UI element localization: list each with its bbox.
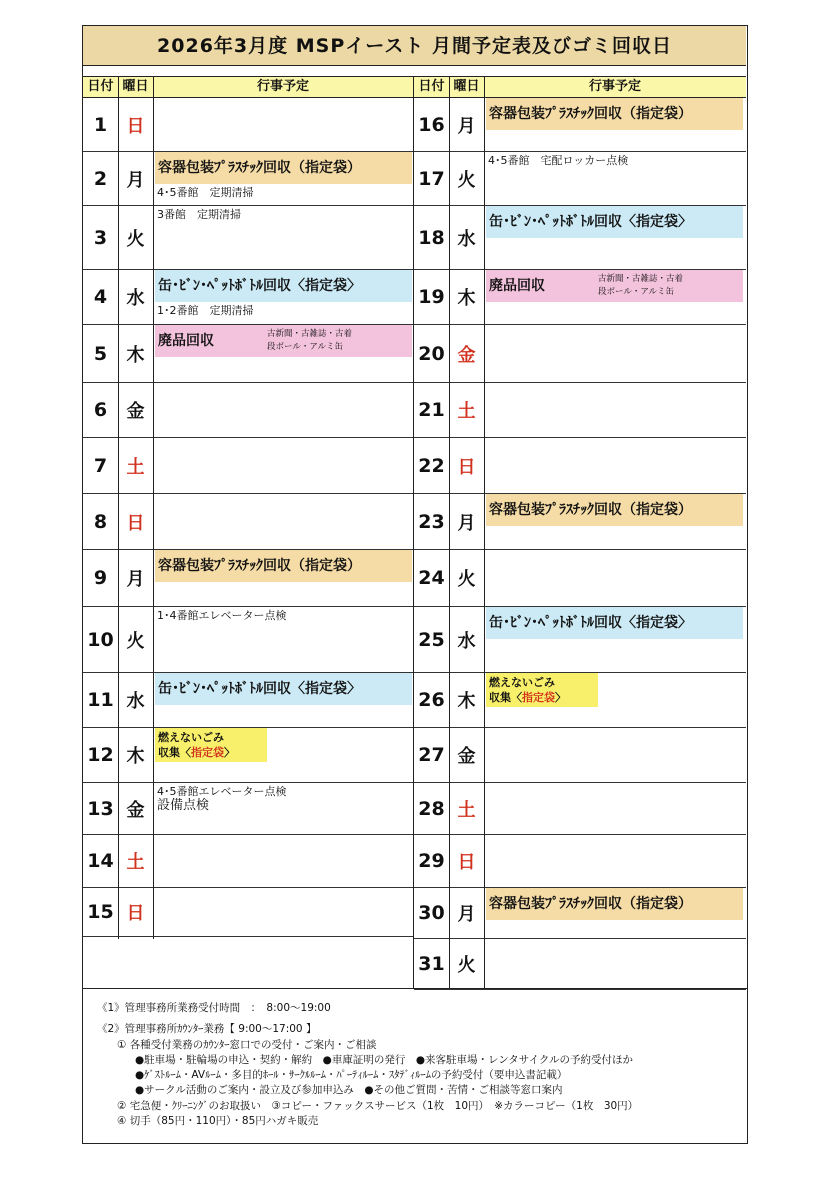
event-cell: [485, 98, 746, 151]
title-spacer-row: [83, 66, 746, 77]
day-row: [414, 939, 746, 990]
day-row: [83, 607, 413, 673]
header-weekday-right: 曜日: [449, 77, 484, 98]
header-date-right: 日付: [414, 77, 449, 98]
day-row: [83, 270, 413, 325]
weekday-label: 木: [126, 344, 145, 366]
day-row: [83, 494, 413, 550]
footer-line: ② 宅急便・ｸﾘｰﾆﾝｸﾞのお取扱い ③コピー・ファックスサービス（1枚 10円） ※カラーコピー（1枚 30円）: [117, 1100, 639, 1112]
weekday-label: 土: [126, 456, 145, 478]
weekday-label: 水: [457, 630, 476, 652]
day-number: 8: [93, 510, 108, 533]
day-number: 16: [418, 113, 445, 136]
weekday-label: 日: [126, 903, 145, 924]
day-number: 29: [418, 850, 445, 872]
footer-line: 《2》管理事務所ｶｳﾝﾀｰ業務【 9:00～17:00 】: [97, 1023, 317, 1035]
day-row: [83, 98, 413, 152]
band-text: 指定袋: [191, 746, 224, 759]
event-cell: [154, 835, 413, 887]
event-cell: [154, 673, 413, 727]
day-row: [414, 888, 746, 939]
day-row: [414, 152, 746, 206]
band-text: 容器包装ﾌﾟﾗｽﾁｯｸ回収（指定袋）: [158, 160, 361, 176]
weekday-label: 木: [457, 288, 476, 309]
event-cell: [485, 888, 746, 938]
day-number: 23: [418, 510, 445, 533]
event-cell: [485, 270, 746, 324]
band-text: 指定袋: [522, 691, 555, 704]
collection-band: [155, 728, 267, 762]
event-cell: [485, 673, 746, 727]
header-events-right: 行事予定: [484, 77, 746, 98]
day-number: 10: [87, 628, 114, 651]
event-cell: [154, 98, 413, 151]
band-small-line: 古新聞・古雑誌・古着: [598, 274, 684, 284]
weekday-label: 火: [457, 569, 476, 590]
day-row: [414, 728, 746, 783]
event-cell: [485, 383, 746, 437]
event-cell: [154, 728, 413, 782]
weekday-label: 金: [126, 799, 145, 821]
divider: [413, 77, 414, 988]
event-cell: [485, 550, 746, 606]
weekday-label: 水: [126, 691, 145, 712]
event-cell: [485, 206, 746, 269]
event-cell: [154, 494, 413, 549]
day-row: [414, 98, 746, 152]
event-cell: [485, 438, 746, 493]
day-number: 31: [418, 953, 445, 975]
band-small-line: 古新聞・古雑誌・古着: [267, 329, 353, 339]
collection-band: [155, 673, 412, 705]
band-text: 容器包装ﾌﾟﾗｽﾁｯｸ回収（指定袋）: [489, 896, 692, 912]
collection-band: [155, 325, 412, 357]
day-row: [414, 325, 746, 383]
day-number: 6: [93, 399, 108, 421]
day-number: 22: [418, 454, 445, 477]
event-cell: [154, 383, 413, 437]
collection-band: [486, 98, 743, 130]
footer-line: 《1》管理事務所業務受付時間 ： 8:00～19:00: [97, 1002, 331, 1014]
day-row: [83, 835, 413, 888]
day-row: [83, 383, 413, 438]
weekday-label: 火: [457, 955, 476, 976]
day-row: [83, 325, 413, 383]
day-row: [414, 783, 746, 835]
day-number: 19: [418, 286, 445, 308]
day-number: 4: [93, 286, 108, 308]
day-number: 21: [418, 399, 445, 421]
weekday-label: 土: [457, 401, 476, 422]
band-text: 〉: [224, 746, 235, 759]
event-note: 設備点検: [157, 798, 210, 813]
day-row: [414, 607, 746, 673]
weekday-label: 水: [457, 228, 476, 250]
event-cell: [485, 783, 746, 834]
header-date-left: 日付: [83, 77, 118, 98]
header-events-left: 行事予定: [153, 77, 413, 98]
band-line: 燃えないごみ: [489, 676, 555, 689]
page-title: 2026年3月度 MSPイースト 月間予定表及びゴミ回収日: [83, 26, 746, 66]
collection-band: [155, 152, 412, 184]
divider: [118, 77, 119, 939]
day-number: 5: [93, 342, 108, 365]
event-cell: [154, 438, 413, 493]
weekday-label: 日: [126, 512, 145, 534]
event-note: 1･4番館エレベーター点検: [157, 609, 287, 622]
footer-notes: [82, 989, 748, 1144]
event-cell: [154, 152, 413, 205]
day-row: [414, 835, 746, 888]
day-row: [414, 206, 746, 270]
band-small-text: [598, 273, 683, 299]
weekday-label: 金: [457, 746, 476, 767]
event-cell: [154, 550, 413, 606]
collection-band: [486, 494, 743, 526]
weekday-label: 日: [457, 852, 476, 873]
collection-band: [155, 270, 412, 302]
weekday-label: 月: [457, 904, 476, 925]
weekday-label: 金: [126, 401, 145, 422]
event-cell: [154, 325, 413, 382]
weekday-label: 月: [126, 169, 145, 191]
weekday-label: 日: [457, 456, 476, 478]
band-text: 缶･ﾋﾞﾝ･ﾍﾟｯﾄﾎﾞﾄﾙ回収〈指定袋〉: [489, 615, 692, 631]
band-text: 容器包装ﾌﾟﾗｽﾁｯｸ回収（指定袋）: [489, 502, 692, 518]
band-small-line: 段ボール・アルミ缶: [267, 342, 343, 352]
event-note: 4･5番館エレベーター点検: [157, 785, 287, 798]
band-text: 容器包装ﾌﾟﾗｽﾁｯｸ回収（指定袋）: [489, 106, 692, 122]
footer-line: ●駐車場・駐輪場の申込・契約・解約 ●車庫証明の発行 ●来客駐車場・レンタサイクルの予約受付ほか: [135, 1054, 634, 1066]
event-cell: [485, 728, 746, 782]
day-number: 30: [418, 902, 445, 924]
event-cell: [485, 607, 746, 672]
day-number: 18: [418, 226, 445, 249]
event-cell: [485, 939, 746, 989]
weekday-label: 木: [126, 746, 145, 767]
divider: [153, 77, 154, 939]
day-row: [83, 673, 413, 728]
band-line: [158, 745, 267, 760]
weekday-label: 土: [457, 799, 476, 821]
band-line: [489, 690, 598, 705]
weekday-label: 火: [457, 169, 476, 191]
band-text: 缶･ﾋﾞﾝ･ﾍﾟｯﾄﾎﾞﾄﾙ回収〈指定袋〉: [158, 278, 361, 294]
weekday-label: 金: [457, 344, 476, 366]
day-row: [414, 494, 746, 550]
event-note: 4･5番館 定期清掃: [157, 186, 254, 199]
event-cell: [154, 783, 413, 834]
day-row: [83, 152, 413, 206]
empty-cell: [83, 888, 413, 937]
day-number: 20: [418, 342, 445, 365]
schedule-table: [82, 25, 748, 989]
event-note: 4･5番館 宅配ロッカー点検: [488, 154, 629, 167]
day-number: 7: [93, 454, 108, 477]
event-cell: [154, 607, 413, 672]
day-number: 1: [93, 113, 108, 136]
day-row: [83, 550, 413, 607]
event-note: 1･2番館 定期清掃: [157, 304, 254, 317]
band-text: 容器包装ﾌﾟﾗｽﾁｯｸ回収（指定袋）: [158, 558, 361, 574]
day-number: 13: [87, 797, 114, 820]
band-text: 廃品回収: [489, 278, 545, 294]
day-number: 24: [418, 567, 445, 589]
day-row: [414, 673, 746, 728]
collection-band: [486, 888, 743, 920]
day-number: 9: [93, 567, 108, 589]
band-text: 収集〈: [158, 746, 191, 759]
divider: [449, 77, 450, 988]
weekday-label: 日: [126, 115, 145, 137]
footer-line: ●ｹﾞｽﾄﾙｰﾑ・AVﾙｰﾑ・多目的ﾎｰﾙ・ｻｰｸﾙﾙｰﾑ・ﾊﾟｰﾃｨﾙｰﾑ・ｽﾀﾃﾞｨﾙｰﾑの予約受付（要申込書記載）: [135, 1069, 568, 1081]
footer-line: ④ 切手（85円・110円）・85円ハガキ販売: [117, 1115, 319, 1127]
day-number: 27: [418, 744, 445, 766]
weekday-label: 土: [126, 852, 145, 873]
day-row: [414, 550, 746, 607]
header-weekday-left: 曜日: [118, 77, 153, 98]
footer-line: ●サークル活動のご案内・設立及び参加申込み ●その他ご質問・苦情・ご相談等窓口案内: [135, 1084, 563, 1096]
band-text: 缶･ﾋﾞﾝ･ﾍﾟｯﾄﾎﾞﾄﾙ回収〈指定袋〉: [489, 214, 692, 230]
weekday-label: 火: [126, 228, 145, 250]
day-number: 26: [418, 689, 445, 711]
weekday-label: 水: [126, 288, 145, 309]
event-cell: [485, 152, 746, 205]
collection-band: [486, 206, 743, 238]
day-number: 14: [87, 850, 114, 872]
band-text: 缶･ﾋﾞﾝ･ﾍﾟｯﾄﾎﾞﾄﾙ回収〈指定袋〉: [158, 681, 361, 697]
event-cell: [485, 325, 746, 382]
day-number: 3: [93, 226, 108, 249]
band-small-line: 段ボール・アルミ缶: [598, 287, 674, 297]
weekday-label: 火: [126, 630, 145, 652]
collection-band: [155, 550, 412, 582]
day-number: 11: [87, 689, 114, 711]
band-text: 収集〈: [489, 691, 522, 704]
band-text: 〉: [555, 691, 566, 704]
day-row: [83, 438, 413, 494]
event-cell: [485, 835, 746, 887]
day-number: 25: [418, 628, 445, 651]
day-row: [83, 783, 413, 835]
band-text: 廃品回収: [158, 333, 214, 349]
day-row: [414, 383, 746, 438]
weekday-label: 木: [457, 691, 476, 712]
footer-line: ① 各種受付業務のｶｳﾝﾀｰ窓口での受付・ご案内・ご相談: [117, 1039, 377, 1051]
day-number: 15: [87, 901, 114, 923]
day-row: [414, 438, 746, 494]
collection-band: [486, 673, 598, 707]
event-note: 3番館 定期清掃: [157, 208, 241, 221]
weekday-label: 月: [126, 569, 145, 590]
collection-band: [486, 270, 743, 302]
day-row: [83, 728, 413, 783]
day-row: [83, 206, 413, 270]
divider: [484, 77, 485, 988]
day-number: 12: [87, 744, 114, 766]
band-line: 燃えないごみ: [158, 731, 224, 744]
collection-band: [486, 607, 743, 639]
event-cell: [485, 494, 746, 549]
day-number: 2: [93, 167, 108, 190]
event-cell: [154, 206, 413, 269]
weekday-label: 月: [457, 115, 476, 137]
day-number: 17: [418, 167, 445, 190]
weekday-label: 月: [457, 512, 476, 534]
band-small-text: [267, 328, 352, 354]
day-number: 28: [418, 797, 445, 820]
event-cell: [154, 270, 413, 324]
day-row: [414, 270, 746, 325]
